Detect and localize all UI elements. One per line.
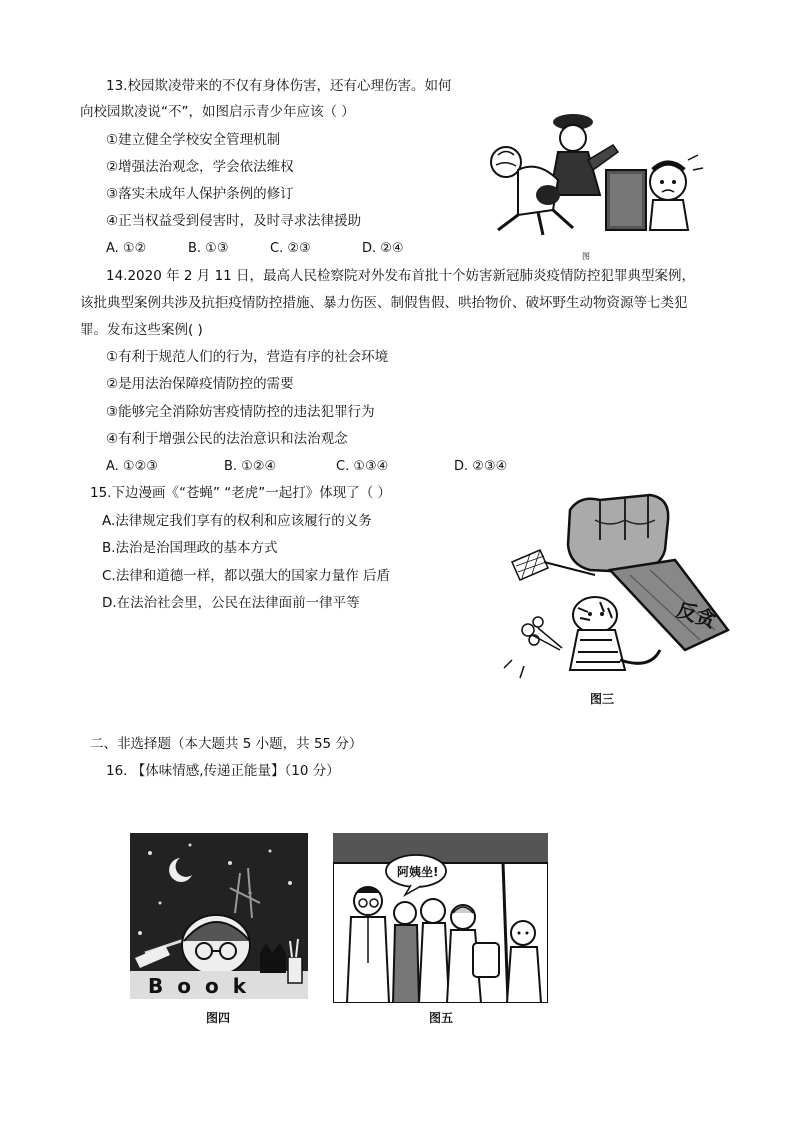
- q14-statement-4: ④有利于增强公民的法治意识和法治观念: [106, 431, 348, 447]
- q15-option-c: C.法律和道德一样，都以强大的国家力量作 后盾: [102, 568, 391, 584]
- q15-option-a: A.法律规定我们享有的权利和应该履行的义务: [102, 513, 372, 529]
- figure-4-caption: 图四: [205, 1011, 230, 1025]
- q14-statement-1: ①有利于规范人们的行为，营造有序的社会环境: [106, 349, 389, 365]
- q13-statement-3: ③落实未成年人保护条例的修订: [106, 186, 294, 202]
- figure-4-image: [130, 833, 308, 999]
- q14-option-d: D. ②③④: [454, 459, 508, 474]
- q13-stem-line2: 向校园欺凌说“不”，如图启示青少年应该（ ）: [80, 104, 355, 120]
- figure-5-caption: 图五: [428, 1011, 453, 1025]
- q14-option-a: A. ①②③: [106, 459, 158, 474]
- figure-4-letters: Book: [148, 974, 261, 998]
- figure-5-speech: 阿姨坐!: [397, 865, 439, 879]
- q14-option-b: B. ①②④: [224, 459, 277, 474]
- q15-option-b: B.法治是治国理政的基本方式: [102, 540, 278, 556]
- section-heading: 二、非选择题（本大题共 5 小题，共 55 分）: [90, 736, 363, 752]
- q13-option-a: A. ①②: [106, 241, 147, 256]
- q16-title: 16. 【体味情感,传递正能量】（10 分）: [106, 763, 340, 779]
- q13-statement-2: ②增强法治观念，学会依法维权: [106, 159, 294, 175]
- q15-cartoon-image: [500, 490, 732, 685]
- q13-cartoon-image: [488, 100, 710, 240]
- q13-figure-caption: 图: [582, 252, 590, 261]
- q14-options: [106, 458, 546, 476]
- q14-stem-line3: 罪。发布这些案例( ): [80, 322, 203, 338]
- q14-stem-line2: 该批典型案例共涉及抗拒疫情防控措施、暴力伤医、制假售假、哄抬物价、破坏野生动物资源等七类犯: [80, 295, 688, 311]
- q14-stem-line1: 14.2020 年 2 月 11 日，最高人民检察院对外发布首批十个妨害新冠肺炎疫情防控犯罪典型案例，: [106, 268, 696, 284]
- q15-option-d: D.在法治社会里，公民在法律面前一律平等: [102, 595, 360, 611]
- q14-statement-2: ②是用法治保障疫情防控的需要: [106, 376, 294, 392]
- q13-option-d: D. ②④: [362, 241, 404, 256]
- q15-figure-caption: 图三: [589, 692, 614, 706]
- q13-option-b: B. ①③: [188, 241, 229, 256]
- q13-stem-line1: 13.校园欺凌带来的不仅有身体伤害，还有心理伤害。如何: [106, 78, 452, 94]
- q13-statement-1: ①建立健全学校安全管理机制: [106, 132, 281, 148]
- figure-5-image: [333, 833, 548, 1003]
- q15-stem: 15.下边漫画《“苍蝇” “老虎”一起打》体现了（ ）: [90, 485, 392, 501]
- q14-statement-3: ③能够完全消除妨害疫情防控的违法犯罪行为: [106, 404, 375, 420]
- q13-options: [106, 240, 436, 258]
- q13-statement-4: ④正当权益受到侵害时，及时寻求法律援助: [106, 213, 362, 229]
- q15-cartoon-label: 反贪: [673, 597, 720, 633]
- q14-option-c: C. ①③④: [336, 459, 389, 474]
- q13-option-c: C. ②③: [270, 241, 311, 256]
